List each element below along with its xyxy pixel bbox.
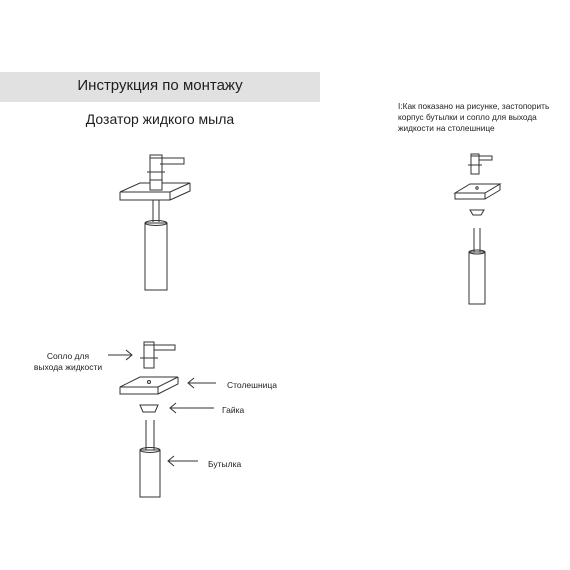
exploded-view-labeled xyxy=(120,342,178,497)
arrow-left-icon xyxy=(168,456,198,466)
arrow-left-icon xyxy=(170,403,214,413)
assembled-dispenser-illustration xyxy=(120,155,190,290)
step-note: I:Как показано на рисунке, застопорить корпус бутылки и сопло для выхода жидкости на столешнице xyxy=(398,101,550,133)
label-nozzle: Сопло для выхода жидкости xyxy=(33,351,103,372)
page-title: Инструкция по монтажу xyxy=(77,77,243,94)
arrow-left-icon xyxy=(188,378,216,388)
arrow-right-icon xyxy=(108,350,132,360)
label-bottle: Бутылка xyxy=(208,459,242,469)
exploded-view-small xyxy=(455,154,500,304)
label-nut: Гайка xyxy=(222,405,245,415)
page-subtitle: Дозатор жидкого мыла xyxy=(85,111,235,127)
label-countertop: Столешница xyxy=(227,380,278,390)
